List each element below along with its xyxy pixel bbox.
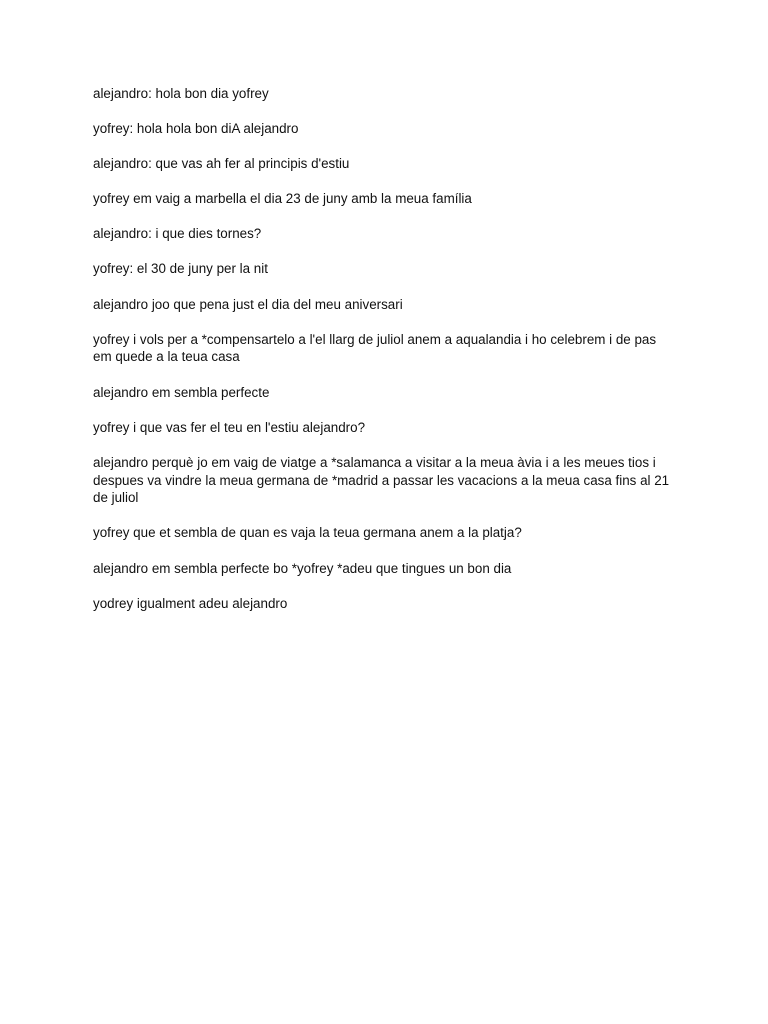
dialogue-line: alejandro em sembla perfecte bo *yofrey *adeu que tingues un bon dia	[93, 560, 512, 576]
dialogue-line: alejandro joo que pena just el dia del meu aniversari	[93, 296, 403, 312]
dialogue-text	[93, 85, 673, 630]
dialogue-line: alejandro perquè jo em vaig de viatge a *salamanca a visitar a la meua àvia i a les meues tios i despues va vindre la meua germana de *madrid a passar les vacacions a la meua casa fins al 21 de juliol	[93, 454, 670, 506]
dialogue-line: yofrey que et sembla de quan es vaja la teua germana anem a la platja?	[93, 525, 522, 541]
dialogue-line: yofrey i que vas fer el teu en l'estiu alejandro?	[93, 419, 366, 435]
dialogue-line: alejandro: que vas ah fer al principis d'estiu	[93, 156, 350, 172]
dialogue-line: alejandro em sembla perfecte	[93, 384, 270, 400]
dialogue-line: yofrey i vols per a *compensartelo a l'el llarg de juliol anem a aqualandia i ho celebrem i de pas em quede a la teua casa	[93, 331, 657, 365]
dialogue-line: alejandro: i que dies tornes?	[93, 226, 262, 242]
dialogue-line: yofrey: el 30 de juny per la nit	[93, 261, 268, 277]
dialogue-line: alejandro: hola bon dia yofrey	[93, 86, 269, 101]
dialogue-line: yofrey: hola hola bon diA alejandro	[93, 121, 299, 137]
dialogue-line: yodrey igualment adeu alejandro	[93, 595, 288, 611]
dialogue-line: yofrey em vaig a marbella el dia 23 de juny amb la meua família	[93, 191, 472, 207]
